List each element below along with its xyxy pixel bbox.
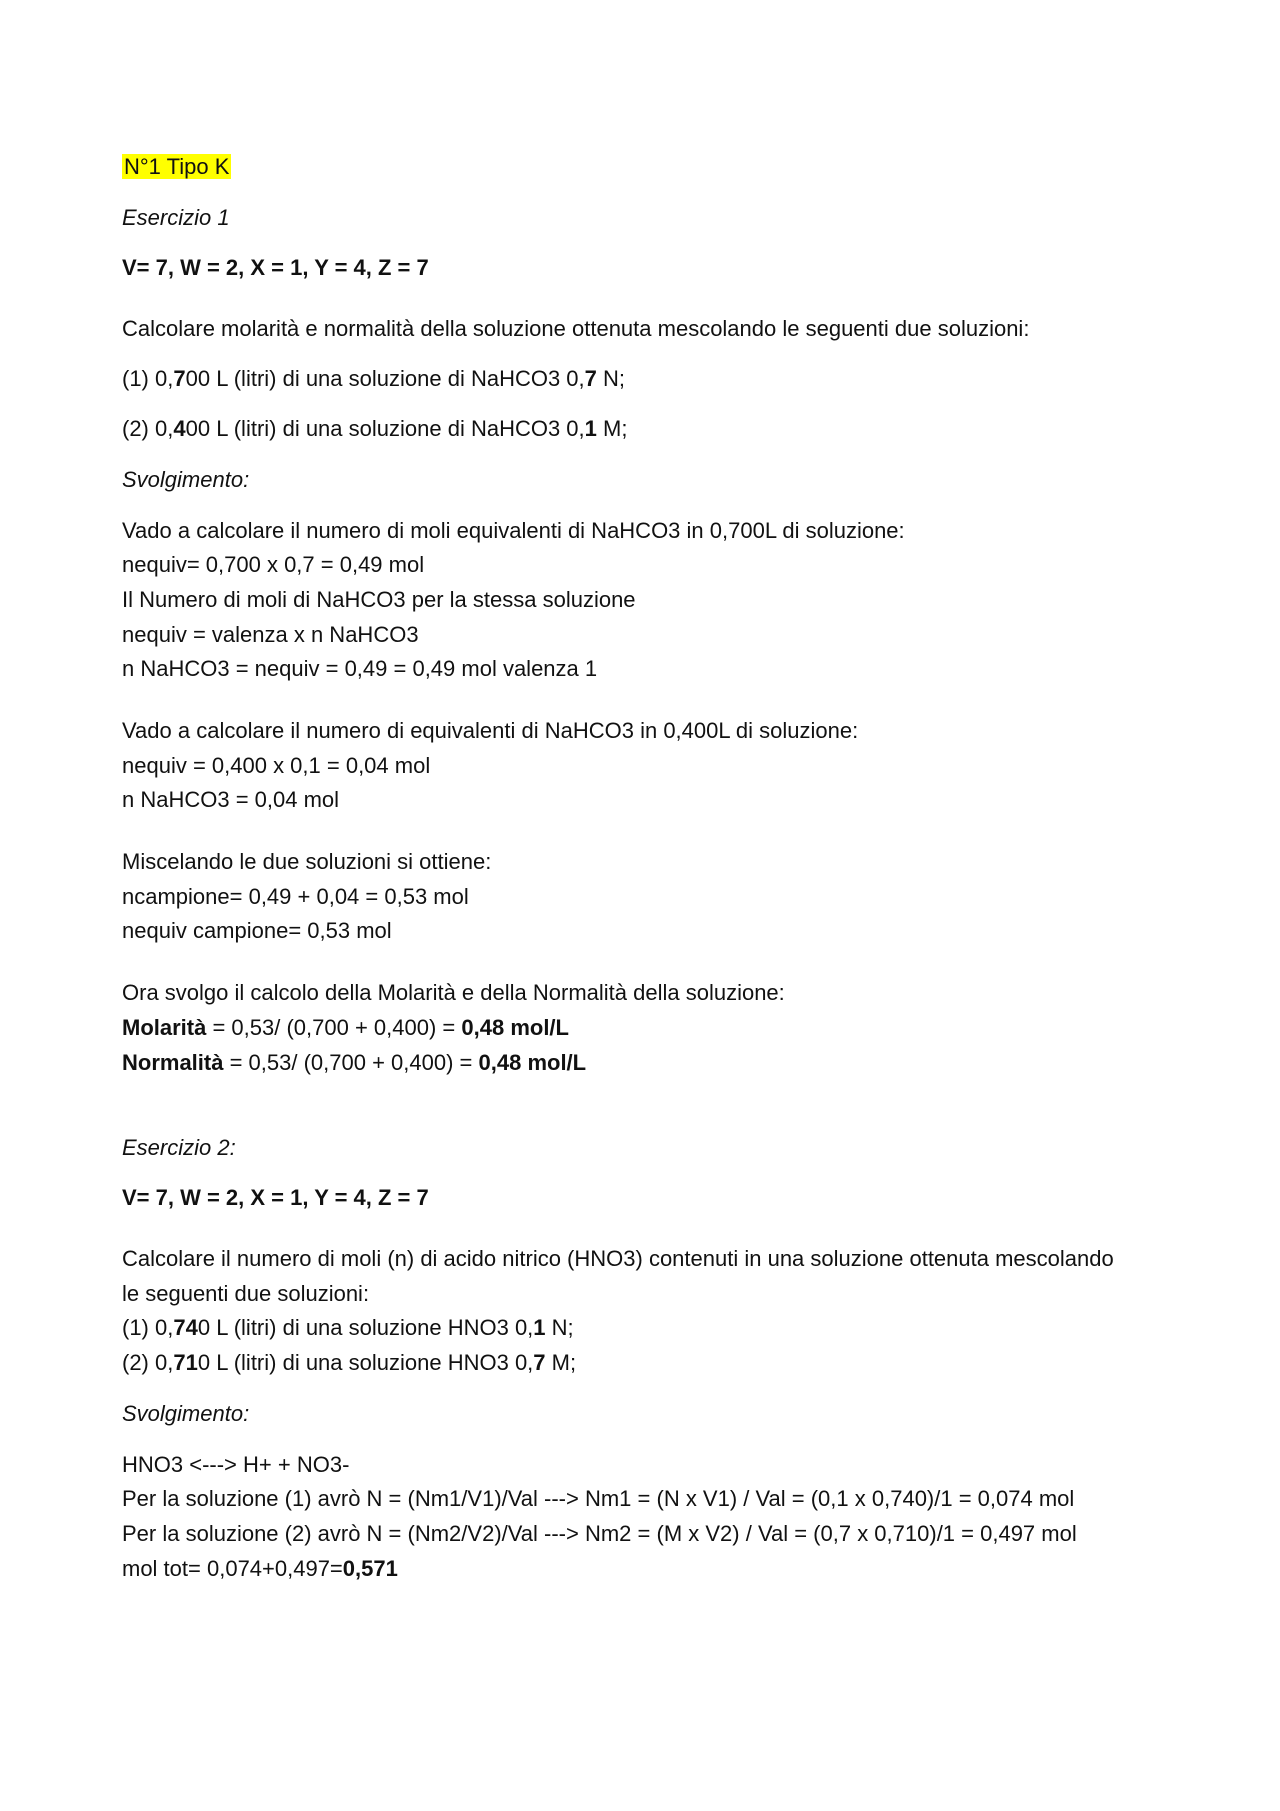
exercise-1-prompt: Calcolare molarità e normalità della soluzione ottenuta mescolando le seguenti due soluzioni:	[122, 316, 1030, 341]
text-line: Vado a calcolare il numero di equivalenti di NaHCO3 in 0,400L di soluzione:	[122, 718, 859, 743]
text-line: nequiv = 0,400 x 0,1 = 0,04 mol	[122, 753, 431, 778]
exercise-1-heading: Esercizio 1	[122, 205, 230, 230]
text-line: n NaHCO3 = nequiv = 0,49 = 0,49 mol valenza 1	[122, 656, 598, 681]
text-line: nequiv= 0,700 x 0,7 = 0,49 mol	[122, 552, 425, 577]
conclusion-intro: Ora svolgo il calcolo della Molarità e della Normalità della soluzione:	[122, 980, 785, 1005]
molarita-result: Molarità = 0,53/ (0,700 + 0,400) = 0,48 mol/L	[122, 1015, 569, 1040]
text-line: Per la soluzione (1) avrò N = (Nm1/V1)/Val ---> Nm1 = (N x V1) / Val = (0,1 x 0,740)/1 = 0,074 mol	[122, 1486, 1075, 1511]
exercise-1-solution-2: (2) 0,400 L (litri) di una soluzione di NaHCO3 0,1 M;	[122, 416, 628, 441]
exercise-1-params: V= 7, W = 2, X = 1, Y = 4, Z = 7	[122, 255, 429, 280]
exercise-2-prompt-line-1: Calcolare il numero di moli (n) di acido nitrico (HNO3) contenuti in una soluzione ottenuta mescolando	[122, 1246, 1114, 1271]
text-line: ncampione= 0,49 + 0,04 = 0,53 mol	[122, 884, 469, 909]
text-line: nequiv campione= 0,53 mol	[122, 918, 392, 943]
exercise-2-solution-1: (1) 0,740 L (litri) di una soluzione HNO3 0,1 N;	[122, 1315, 574, 1340]
exercise-1-svolgimento: Svolgimento:	[122, 467, 250, 492]
exercise-2-prompt-line-2: le seguenti due soluzioni:	[122, 1281, 370, 1306]
exercise-2-heading: Esercizio 2:	[122, 1135, 236, 1160]
text-line: Miscelando le due soluzioni si ottiene:	[122, 849, 492, 874]
text-line: Vado a calcolare il numero di moli equivalenti di NaHCO3 in 0,700L di soluzione:	[122, 518, 905, 543]
exercise-1-solution-1: (1) 0,700 L (litri) di una soluzione di NaHCO3 0,7 N;	[122, 366, 626, 391]
text-line: n NaHCO3 = 0,04 mol	[122, 787, 340, 812]
exercise-2-params: V= 7, W = 2, X = 1, Y = 4, Z = 7	[122, 1185, 429, 1210]
exercise-2-svolgimento: Svolgimento:	[122, 1401, 250, 1426]
exercise-2-solution-2: (2) 0,710 L (litri) di una soluzione HNO3 0,7 M;	[122, 1350, 577, 1375]
text-line: Il Numero di moli di NaHCO3 per la stessa soluzione	[122, 587, 636, 612]
text-line: Per la soluzione (2) avrò N = (Nm2/V2)/Val ---> Nm2 = (M x V2) / Val = (0,7 x 0,710)/1 = 0,497 mol	[122, 1521, 1077, 1546]
text-line: HNO3 <---> H+ + NO3-	[122, 1452, 350, 1477]
text-line: nequiv = valenza x n NaHCO3	[122, 622, 419, 647]
total-result: mol tot= 0,074+0,497=0,571	[122, 1556, 398, 1581]
highlighted-title: N°1 Tipo K	[124, 154, 230, 179]
document-title	[122, 152, 231, 182]
normalita-result: Normalità = 0,53/ (0,700 + 0,400) = 0,48 mol/L	[122, 1050, 587, 1075]
